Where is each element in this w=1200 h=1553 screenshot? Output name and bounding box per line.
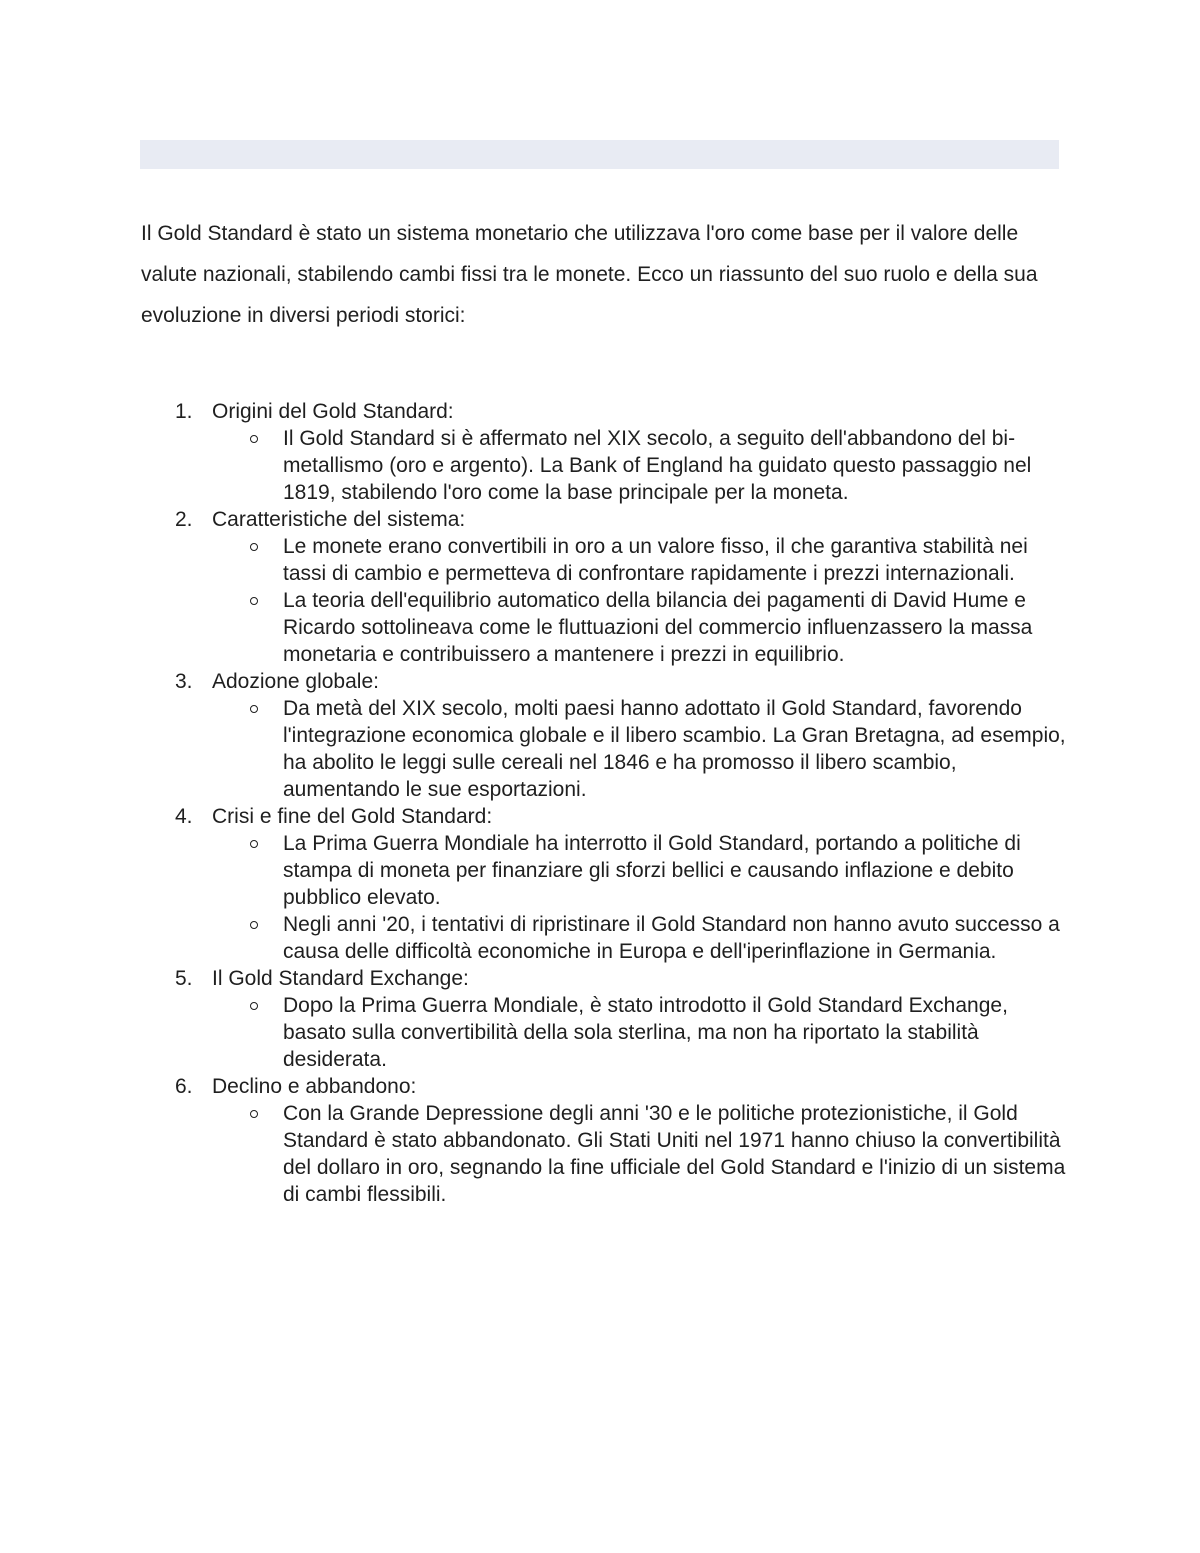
outline-section [141, 668, 1071, 803]
list-item-text: La Prima Guerra Mondiale ha interrotto il Gold Standard, portando a politiche di stampa di moneta per finanziare gli sforzi bellici e causando inflazione e debito pubblico elevato. [283, 832, 1021, 909]
section-title: Declino e abbandono: [212, 1075, 417, 1098]
outline-section [141, 398, 1071, 506]
outline-section [141, 506, 1071, 668]
list-item-text: Le monete erano convertibili in oro a un valore fisso, il che garantiva stabilità nei tassi di cambio e permetteva di confrontare rapidamente i prezzi internazionali. [283, 535, 1028, 585]
list-item [212, 992, 1071, 1073]
hollow-bullet-icon [250, 543, 258, 551]
list-item [212, 587, 1071, 668]
list-item-text: Da metà del XIX secolo, molti paesi hanno adottato il Gold Standard, favorendo l'integrazione economica globale e il libero scambio. La Gran Bretagna, ad esempio, ha abolito le leggi sulle cereali nel 1846 e ha promosso il libero scambio, aumentando le sue esportazioni. [283, 697, 1066, 801]
section-title: Adozione globale: [212, 670, 379, 693]
outline-section [141, 803, 1071, 965]
hollow-bullet-icon [250, 921, 258, 929]
section-title: Il Gold Standard Exchange: [212, 967, 469, 990]
section-title: Crisi e fine del Gold Standard: [212, 805, 493, 828]
section-number: 4. [175, 805, 193, 828]
section-number: 6. [175, 1075, 193, 1098]
section-title: Caratteristiche del sistema: [212, 508, 466, 531]
intro-paragraph: Il Gold Standard è stato un sistema monetario che utilizzava l'oro come base per il valore delle valute nazionali, stabilendo cambi fissi tra le monete. Ecco un riassunto del suo ruolo e della sua evoluzione in diversi periodi storici: [141, 222, 1038, 327]
section-number: 1. [175, 400, 193, 423]
list-item [212, 533, 1071, 587]
list-item-text: La teoria dell'equilibrio automatico della bilancia dei pagamenti di David Hume e Ricardo sottolineava come le fluttuazioni del commercio influenzassero la massa monetaria e contribuissero a mantenere i prezzi in equilibrio. [283, 589, 1033, 666]
hollow-bullet-icon [250, 1110, 258, 1118]
sub-list [212, 992, 1071, 1073]
list-item-text: Dopo la Prima Guerra Mondiale, è stato introdotto il Gold Standard Exchange, basato sulla convertibilità della sola sterlina, ma non ha riportato la stabilità desiderata. [283, 994, 1008, 1071]
header-bar [140, 140, 1059, 169]
hollow-bullet-icon [250, 597, 258, 605]
list-item-text: Con la Grande Depressione degli anni '30 e le politiche protezionistiche, il Gold Standard è stato abbandonato. Gli Stati Uniti nel 1971 hanno chiuso la convertibilità del dollaro in oro, segnando la fine ufficiale del Gold Standard e l'inizio di un sistema di cambi flessibili. [283, 1102, 1066, 1206]
sub-list [212, 1100, 1071, 1208]
list-item [212, 695, 1071, 803]
section-title: Origini del Gold Standard: [212, 400, 454, 423]
outline-section [141, 965, 1071, 1073]
sub-list [212, 830, 1071, 965]
list-item-text: Negli anni '20, i tentativi di ripristinare il Gold Standard non hanno avuto successo a causa delle difficoltà economiche in Europa e dell'iperinflazione in Germania. [283, 913, 1060, 963]
hollow-bullet-icon [250, 435, 258, 443]
list-item [212, 830, 1071, 911]
list-item [212, 911, 1071, 965]
hollow-bullet-icon [250, 705, 258, 713]
section-number: 2. [175, 508, 193, 531]
outline-section [141, 1073, 1071, 1208]
hollow-bullet-icon [250, 1002, 258, 1010]
outline-list [141, 398, 1071, 1208]
list-item-text: Il Gold Standard si è affermato nel XIX secolo, a seguito dell'abbandono del bi-metallismo (oro e argento). La Bank of England ha guidato questo passaggio nel 1819, stabilendo l'oro come la base principale per la moneta. [283, 427, 1032, 504]
section-number: 3. [175, 670, 193, 693]
section-number: 5. [175, 967, 193, 990]
sub-list [212, 533, 1071, 668]
sub-list [212, 695, 1071, 803]
list-item [212, 1100, 1071, 1208]
hollow-bullet-icon [250, 840, 258, 848]
sub-list [212, 425, 1071, 506]
list-item [212, 425, 1071, 506]
